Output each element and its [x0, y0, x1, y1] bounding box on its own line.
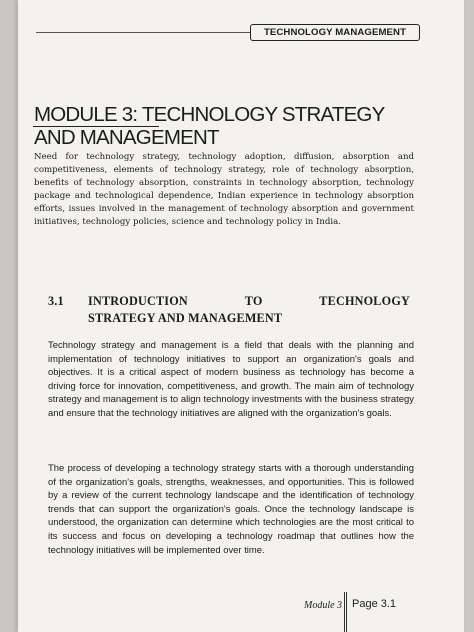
- footer-page-number: Page 3.1: [352, 598, 397, 610]
- section-title-line1: INTRODUCTION TO TECHNOLOGY: [88, 294, 410, 308]
- module-topics: Need for technology strategy, technology adoption, diffusion, absorption and competitiveness, elements of technology strategy, role of technology absorption, benefits of technology absorption, constraints in technology absorption, technology package and technological dependence, Indian experience in technology absorption efforts, issues involved in the management of technology absorption and government initiatives, technology policies, science and technology policy in India.: [34, 152, 414, 227]
- module-number-underline: [33, 126, 159, 127]
- module-title-text: TECHNOLOGY STRATEGY AND MANAGEMENT: [34, 103, 385, 149]
- section-number: 3.1: [48, 294, 64, 308]
- body-paragraph-2: The process of developing a technology strategy starts with a thorough understanding of the organization's goals, strengths, weaknesses, and opportunities. This is followed by a review of the current technology landscape and the identification of technology trends that can support the organization's goals. Once the technology landscape is understood, the organization can determine which technologies are the most critical to its success and focus on developing a technology roadmap that outlines how the technology initiatives will be implemented over time.: [48, 463, 414, 556]
- section-title-line2: STRATEGY AND MANAGEMENT: [88, 311, 283, 325]
- running-header: TECHNOLOGY MANAGEMENT: [250, 24, 420, 41]
- body-paragraph-1: Technology strategy and management is a field that deals with the planning and implementation of technology initiatives to support an organization's goals and objectives. It is a critical aspect of modern business as technology has become a driving force for innovation, competitiveness, and growth. The main aim of technology strategy and management is to align technology investments with the business strategy and ensure that the technology initiatives are aligned with the organization's goals.: [48, 340, 414, 419]
- header-rule: [36, 32, 250, 33]
- footer-module-label: Module 3: [304, 600, 343, 611]
- footer-divider-second: [346, 592, 347, 632]
- module-number: MODULE 3:: [34, 103, 138, 126]
- footer-divider: [344, 592, 345, 632]
- document-page: [18, 0, 464, 632]
